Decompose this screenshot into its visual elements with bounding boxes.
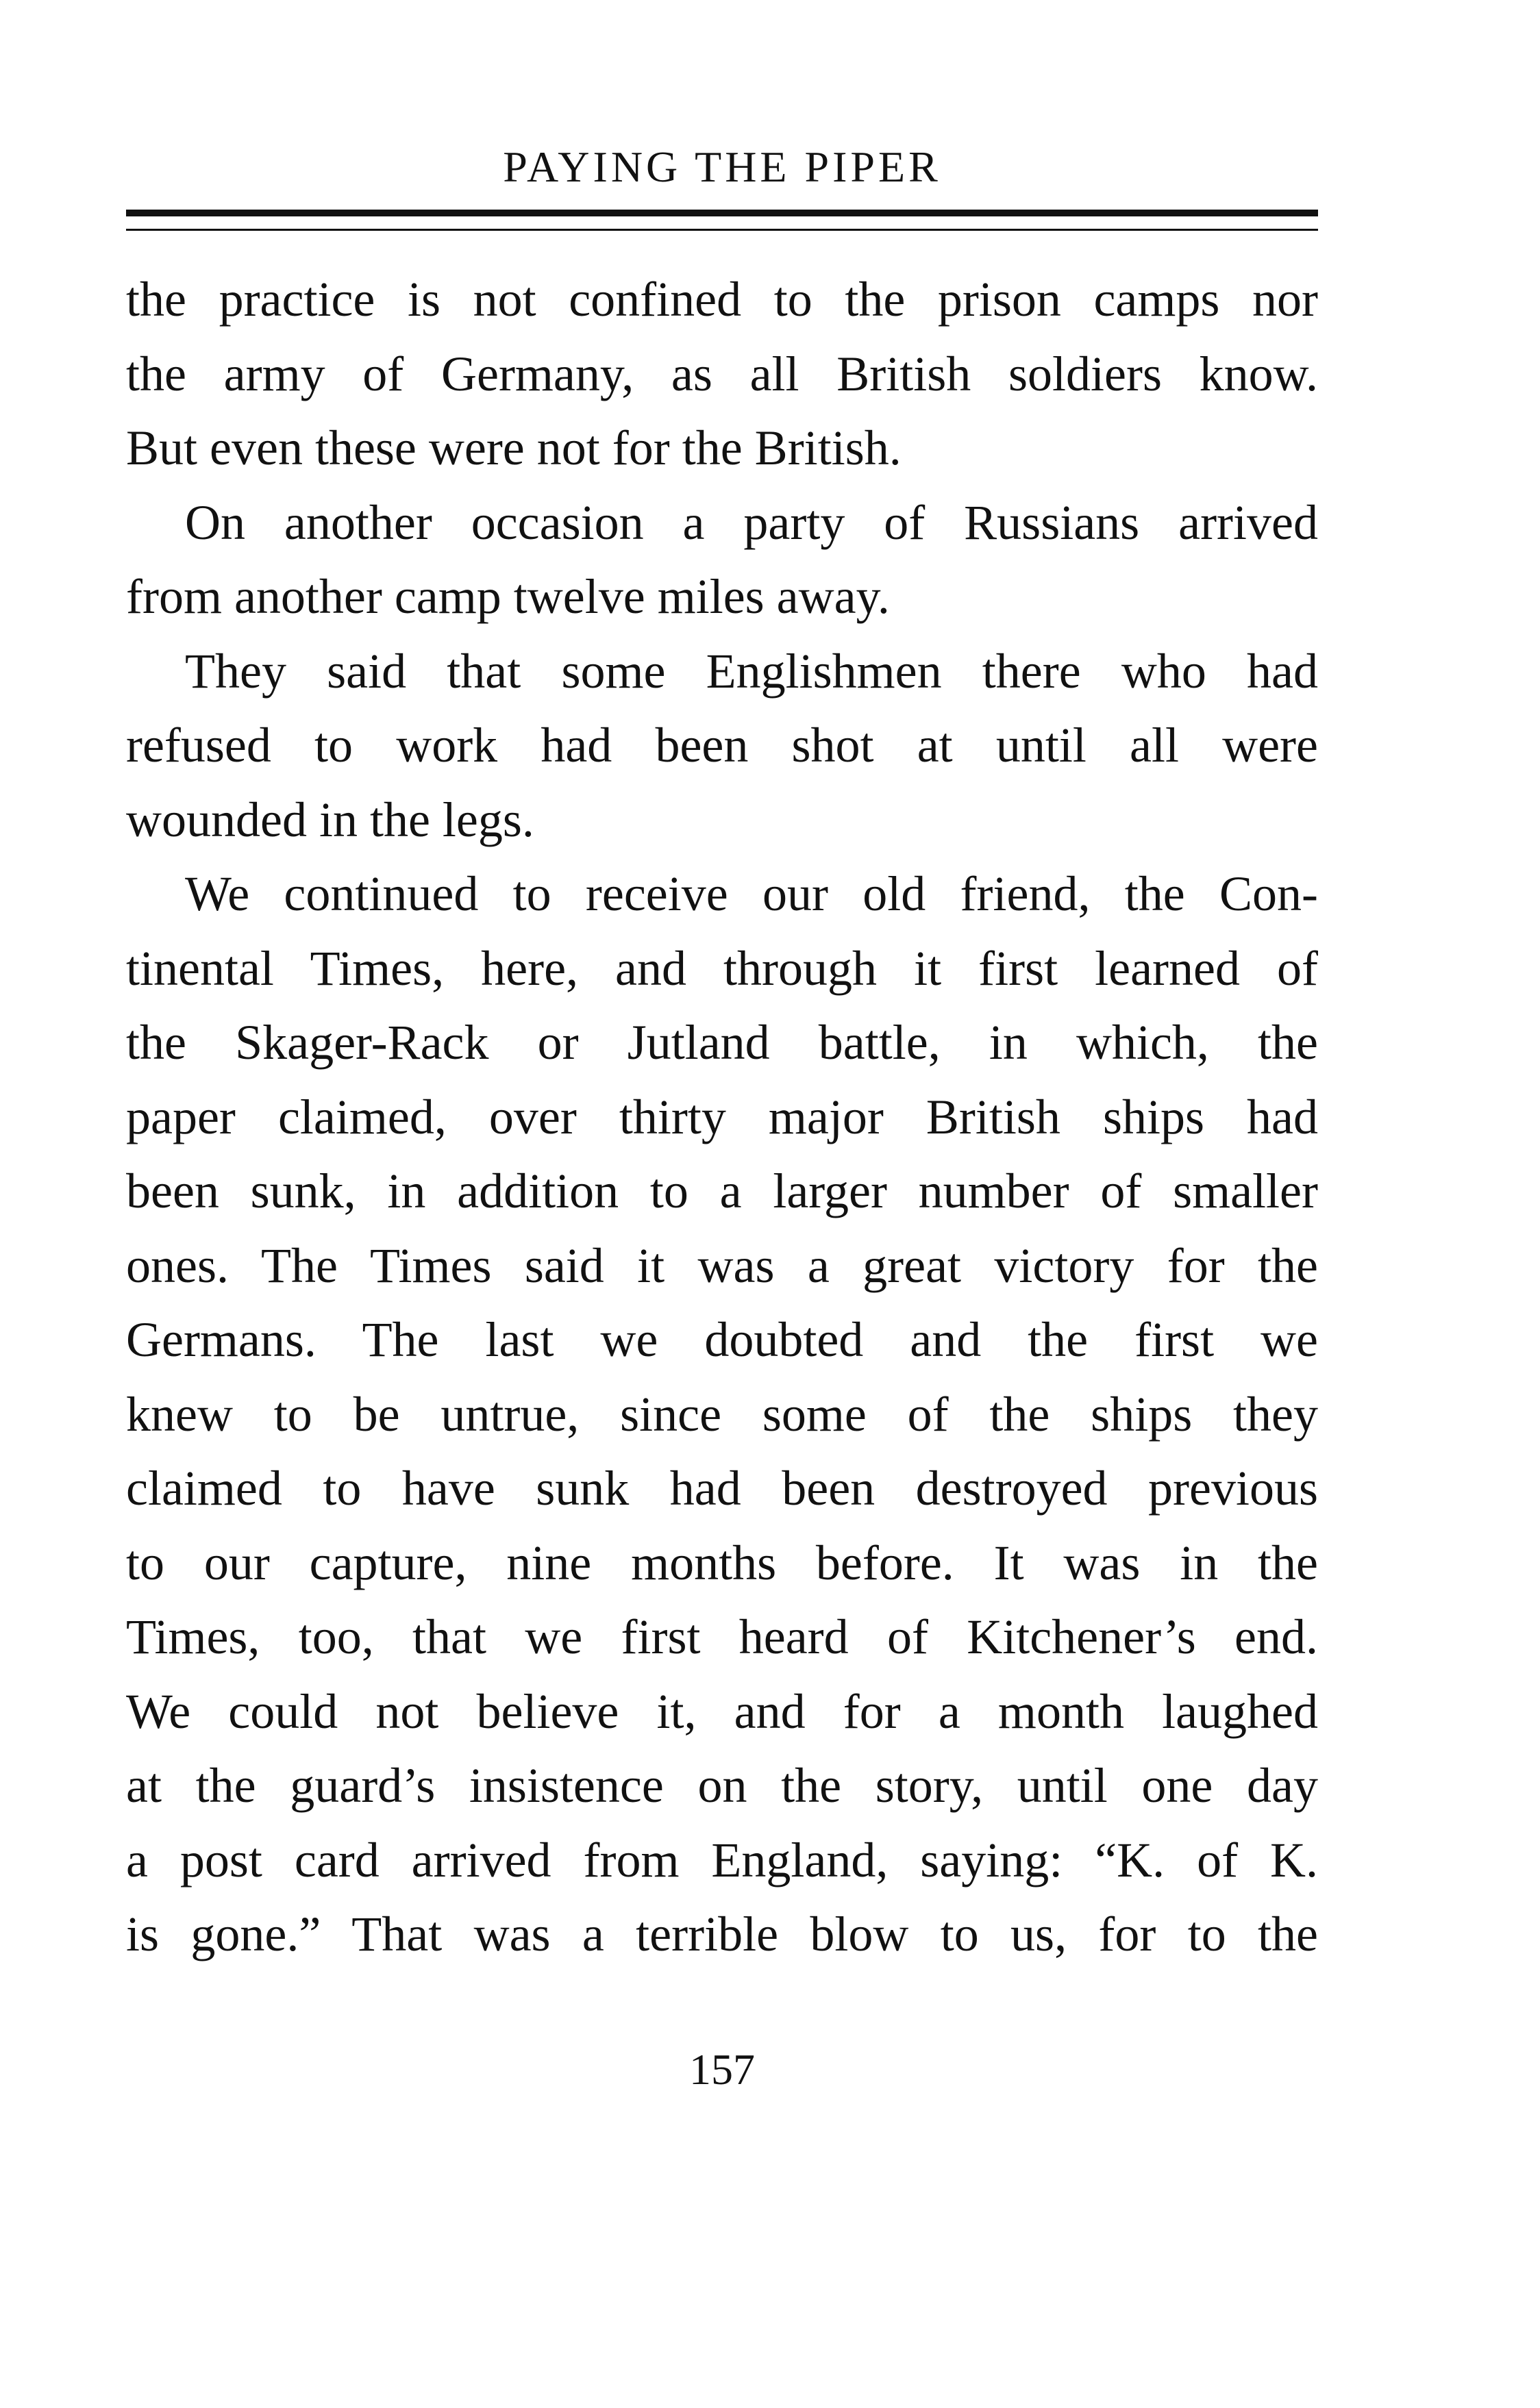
text-line: We could not believe it, and for a month laughed — [126, 1683, 1318, 1739]
page-number: 157 — [689, 2045, 755, 2094]
text-line: refused to work had been shot at until all were — [126, 718, 1318, 773]
text-line: But even these were not for the British. — [126, 421, 902, 475]
text-line: tinental Times, here, and through it first learned of — [126, 940, 1318, 996]
text-line: at the guard’s insistence on the story, until one day — [126, 1758, 1318, 1813]
text-line: They said that some Englishmen there who had — [185, 643, 1318, 699]
body-text — [126, 262, 1318, 1972]
text-line: paper claimed, over thirty major British ships had — [126, 1089, 1318, 1144]
text-line: the practice is not confined to the prison camps nor — [126, 272, 1318, 327]
running-title: PAYING THE PIPER — [503, 142, 941, 191]
text-line: been sunk, in addition to a larger number of smaller — [126, 1164, 1318, 1218]
text-line: the Skager-Rack or Jutland battle, in which, the — [126, 1015, 1318, 1070]
text-line: the army of Germany, as all British soldiers know. — [126, 346, 1318, 401]
text-line: to our capture, nine months before. It was in the — [126, 1535, 1318, 1590]
text-line: Times, too, that we first heard of Kitchener’s end. — [126, 1609, 1318, 1664]
text-line: knew to be untrue, since some of the ships they — [126, 1386, 1318, 1442]
text-line: a post card arrived from England, saying: “K. of K. — [126, 1832, 1318, 1887]
text-line: from another camp twelve miles away. — [126, 569, 890, 624]
text-line: ones. The Times said it was a great victory for the — [126, 1238, 1318, 1293]
text-line: claimed to have sunk had been destroyed previous — [126, 1461, 1318, 1516]
header-rule-thick — [126, 210, 1318, 216]
header-rule-thin — [126, 229, 1318, 231]
text-line: is gone.” That was a terrible blow to us, for to the — [126, 1907, 1318, 1961]
text-line: wounded in the legs. — [126, 792, 534, 847]
text-line: On another occasion a party of Russians arrived — [185, 494, 1318, 550]
text-line: Germans. The last we doubted and the first we — [126, 1312, 1318, 1367]
text-line: We continued to receive our old friend, the Con- — [185, 866, 1318, 921]
